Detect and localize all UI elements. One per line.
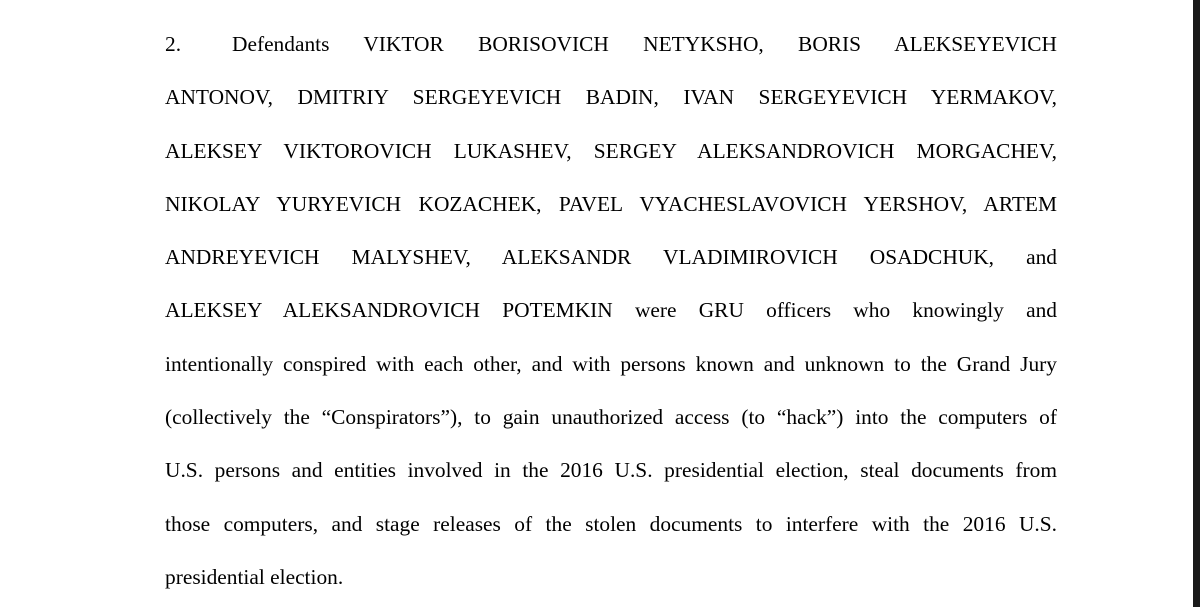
paragraph-line-7: intentionally conspired with each other, and with persons known and unknown to the Grand Jury — [165, 351, 1057, 376]
paragraph-line-1 — [165, 24, 1057, 77]
paragraph-number: 2. — [165, 32, 182, 56]
paragraph-line-11: presidential election. — [165, 564, 344, 589]
paragraph-line-4: NIKOLAY YURYEVICH KOZACHEK, PAVEL VYACHESLAVOVICH YERSHOV, ARTEM — [165, 191, 1057, 216]
paragraph-line-6: ALEKSEY ALEKSANDROVICH POTEMKIN were GRU officers who knowingly and — [165, 298, 1057, 323]
line-text: Defendants VIKTOR BORISOVICH NETYKSHO, BORIS ALEKSEYEVICH — [232, 32, 1057, 56]
paragraph-2 — [165, 24, 1057, 607]
paragraph-line-3: ALEKSEY VIKTOROVICH LUKASHEV, SERGEY ALEKSANDROVICH MORGACHEV, — [165, 138, 1057, 163]
paragraph-line-2: ANTONOV, DMITRIY SERGEYEVICH BADIN, IVAN SERGEYEVICH YERMAKOV, — [165, 85, 1057, 110]
paragraph-line-10: those computers, and stage releases of the stolen documents to interfere with the 2016 U.S. — [165, 511, 1057, 536]
scrollbar[interactable] — [1193, 0, 1200, 607]
paragraph-line-5: ANDREYEVICH MALYSHEV, ALEKSANDR VLADIMIROVICH OSADCHUK, and — [165, 245, 1057, 270]
paragraph-line-8: (collectively the “Conspirators”), to gain unauthorized access (to “hack”) into the computers of — [165, 405, 1057, 430]
paragraph-line-9: U.S. persons and entities involved in the 2016 U.S. presidential election, steal documents from — [165, 458, 1057, 483]
